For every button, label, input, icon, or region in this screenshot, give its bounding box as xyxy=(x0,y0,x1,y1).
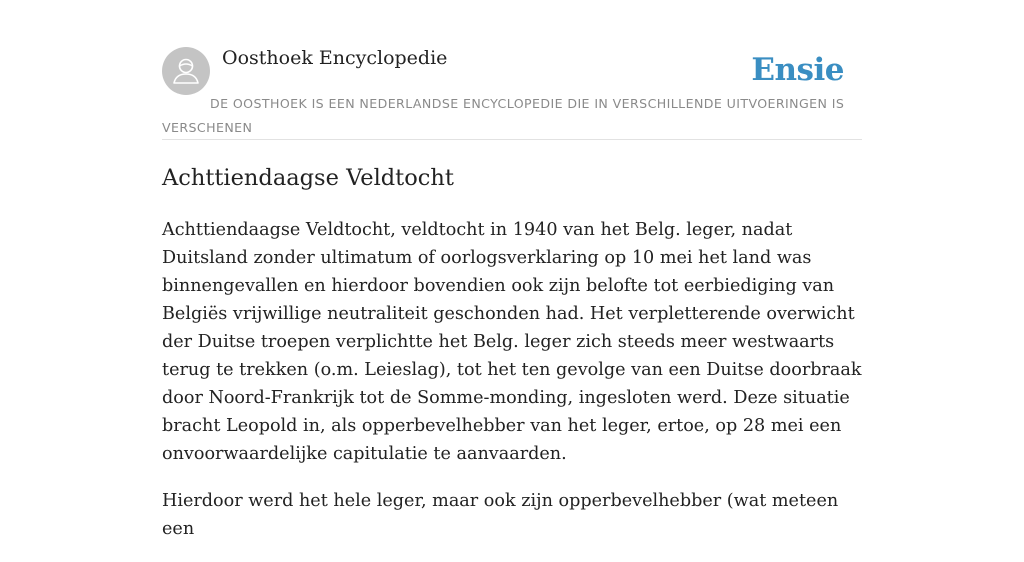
article-paragraph: Achttiendaagse Veldtocht, veldtocht in 1940 van het Belg. leger, nadat Duitsland zonder ultimatum of oorlogsverklaring op 10 mei het land was binnengevallen en hierdoor bovendien ook zijn belofte tot eerbiediging van Belgiës vrijwillige neutraliteit geschonden had. Het verpletterende overwicht der Duitse troepen verplichtte het Belg. leger zich steeds meer westwaarts terug te trekken (o.m. Leieslag), tot het ten gevolge van een Duitse doorbraak door Noord-Frankrijk tot de Somme-monding, ingesloten werd. Deze situatie bracht Leopold in, als opperbevelhebber van het leger, ertoe, op 28 mei een onvoorwaardelijke capitulatie te aanvaarden. xyxy=(162,220,862,464)
article-body xyxy=(162,216,872,562)
article-title: Achttiendaagse Veldtocht xyxy=(162,165,454,191)
article-paragraph: Hierdoor werd het hele leger, maar ook zijn opperbevelhebber (wat meteen een xyxy=(162,491,839,539)
site-name[interactable]: Oosthoek Encyclopedie xyxy=(222,47,448,69)
user-avatar-icon[interactable] xyxy=(162,47,210,95)
brand-logo[interactable]: Ensie xyxy=(751,52,844,88)
site-tagline: DE OOSTHOEK IS EEN NEDERLANDSE ENCYCLOPEDIE DIE IN VERSCHILLENDE UITVOERINGEN IS VERSCHENEN xyxy=(162,96,845,135)
site-header xyxy=(162,40,862,140)
